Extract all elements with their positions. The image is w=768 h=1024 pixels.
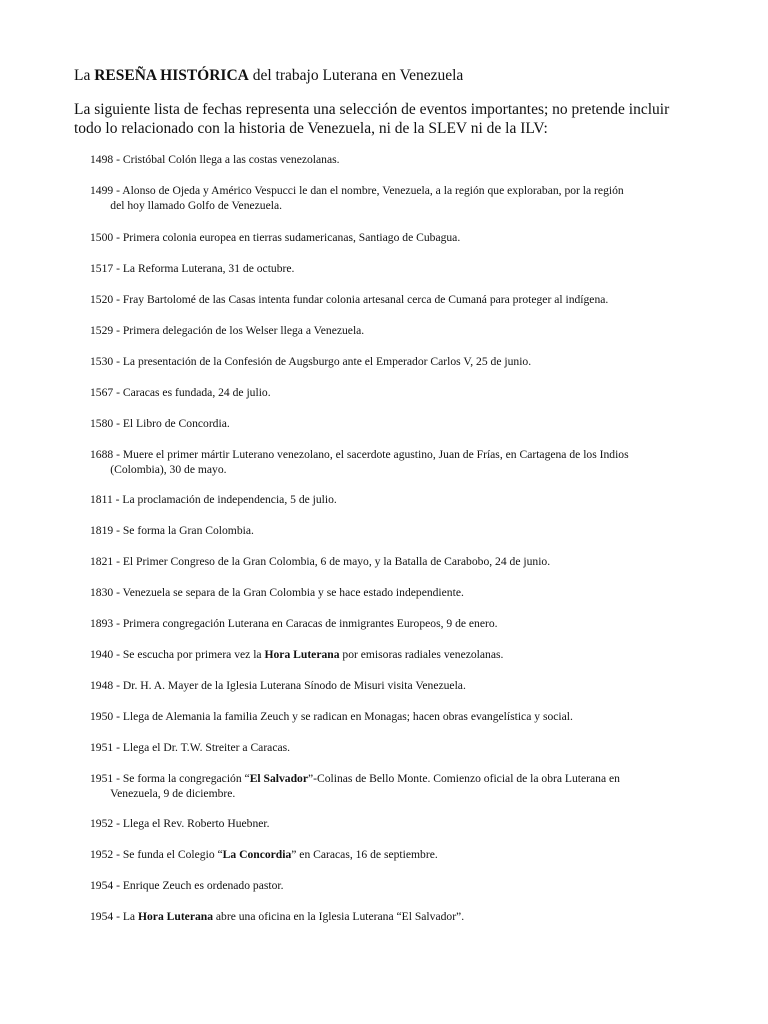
event-entry xyxy=(90,230,460,245)
event-text: 1811 - La proclamación de independencia, 5 de julio. xyxy=(90,493,337,506)
event-text: 1819 - Se forma la Gran Colombia. xyxy=(90,524,254,537)
event-text: 1954 - Enrique Zeuch es ordenado pastor. xyxy=(90,879,284,892)
title-prefix: La xyxy=(74,67,95,84)
event-entry xyxy=(90,816,270,831)
event-text: 1951 - Llega el Dr. T.W. Streiter a Caracas. xyxy=(90,741,291,754)
event-text: 1893 - Primera congregación Luterana en Caracas de inmigrantes Europeos, 9 de enero. xyxy=(90,617,498,630)
event-text: 1940 - Se escucha por primera vez la xyxy=(90,648,265,661)
event-entry xyxy=(90,292,608,307)
event-entry xyxy=(90,354,531,369)
event-text: ”-Colinas de Bello Monte. Comienzo oficial de la obra Luterana en xyxy=(308,772,620,785)
event-entry xyxy=(90,909,464,924)
event-text: 1500 - Primera colonia europea en tierras sudamericanas, Santiago de Cubagua. xyxy=(90,231,461,244)
event-text: 1498 - Cristóbal Colón llega a las costas venezolanas. xyxy=(90,153,340,166)
event-text: 1499 - Alonso de Ojeda y Américo Vespucci le dan el nombre, Venezuela, a la región que exploraban, por la región xyxy=(90,184,624,197)
event-text: 1580 - El Libro de Concordia. xyxy=(90,417,230,430)
event-entry xyxy=(90,261,294,276)
event-text: Venezuela, 9 de diciembre. xyxy=(90,787,236,800)
event-text: 1688 - Muere el primer mártir Luterano venezolano, el sacerdote agustino, Juan de Frías, en Cartagena de los Indios xyxy=(90,448,629,461)
event-text: 1529 - Primera delegación de los Welser llega a Venezuela. xyxy=(90,324,365,337)
event-entry xyxy=(90,385,271,400)
title-bold: RESEÑA HISTÓRICA xyxy=(94,67,249,84)
event-text: 1567 - Caracas es fundada, 24 de julio. xyxy=(90,386,271,399)
intro-paragraph xyxy=(74,100,714,138)
event-text: 1830 - Venezuela se separa de la Gran Colombia y se hace estado independiente. xyxy=(90,586,464,599)
event-entry xyxy=(90,616,498,631)
event-entry xyxy=(90,492,337,507)
event-bold-text: Hora Luterana xyxy=(264,648,340,661)
event-entry xyxy=(90,740,290,755)
event-text: 1821 - El Primer Congreso de la Gran Colombia, 6 de mayo, y la Batalla de Carabobo, 24 de junio. xyxy=(90,555,551,568)
intro-line-1: La siguiente lista de fechas representa una selección de eventos importantes; no pretende incluir xyxy=(74,101,670,118)
event-text: 1950 - Llega de Alemania la familia Zeuch y se radican en Monagas; hacen obras evangelística y social. xyxy=(90,710,573,723)
event-entry xyxy=(90,152,340,167)
intro-line-2: todo lo relacionado con la historia de Venezuela, ni de la SLEV ni de la ILV: xyxy=(74,120,548,137)
event-entry-continuation xyxy=(90,462,227,477)
event-entry xyxy=(90,678,466,693)
event-text: (Colombia), 30 de mayo. xyxy=(90,463,227,476)
event-entry xyxy=(90,416,230,431)
event-bold-text: Hora Luterana xyxy=(137,910,214,923)
event-entry xyxy=(90,554,550,569)
event-text: 1517 - La Reforma Luterana, 31 de octubre. xyxy=(90,262,295,275)
event-text: 1952 - Se funda el Colegio “ xyxy=(90,848,223,861)
event-entry xyxy=(90,878,284,893)
event-bold-text: El Salvador xyxy=(249,772,308,785)
event-entry xyxy=(90,847,438,862)
event-text: abre una oficina en la Iglesia Luterana “El Salvador”. xyxy=(213,910,465,923)
event-text: del hoy llamado Golfo de Venezuela. xyxy=(90,199,282,212)
event-text: por emisoras radiales venezolanas. xyxy=(339,648,504,661)
event-entry xyxy=(90,323,364,338)
event-text: 1520 - Fray Bartolomé de las Casas intenta fundar colonia artesanal cerca de Cumaná para proteger al indígena. xyxy=(90,293,609,306)
event-text: 1952 - Llega el Rev. Roberto Huebner. xyxy=(90,817,270,830)
event-entry xyxy=(90,523,254,538)
document-title xyxy=(74,66,714,86)
event-entry xyxy=(90,585,464,600)
event-text: 1530 - La presentación de la Confesión de Augsburgo ante el Emperador Carlos V, 25 de junio. xyxy=(90,355,532,368)
event-entry xyxy=(90,447,629,462)
event-bold-text: La Concordia xyxy=(222,848,292,861)
event-text: ” en Caracas, 16 de septiembre. xyxy=(291,848,438,861)
event-text: 1951 - Se forma la congregación “ xyxy=(90,772,250,785)
event-entry xyxy=(90,709,573,724)
event-text: 1954 - La xyxy=(90,910,138,923)
event-entry xyxy=(90,183,624,198)
event-entry xyxy=(90,647,503,662)
title-suffix: del trabajo Luterana en Venezuela xyxy=(248,67,464,84)
event-entry-continuation xyxy=(90,198,282,213)
event-entry-continuation xyxy=(90,786,235,801)
event-text: 1948 - Dr. H. A. Mayer de la Iglesia Luterana Sínodo de Misuri visita Venezuela. xyxy=(90,679,466,692)
event-entry xyxy=(90,771,620,786)
